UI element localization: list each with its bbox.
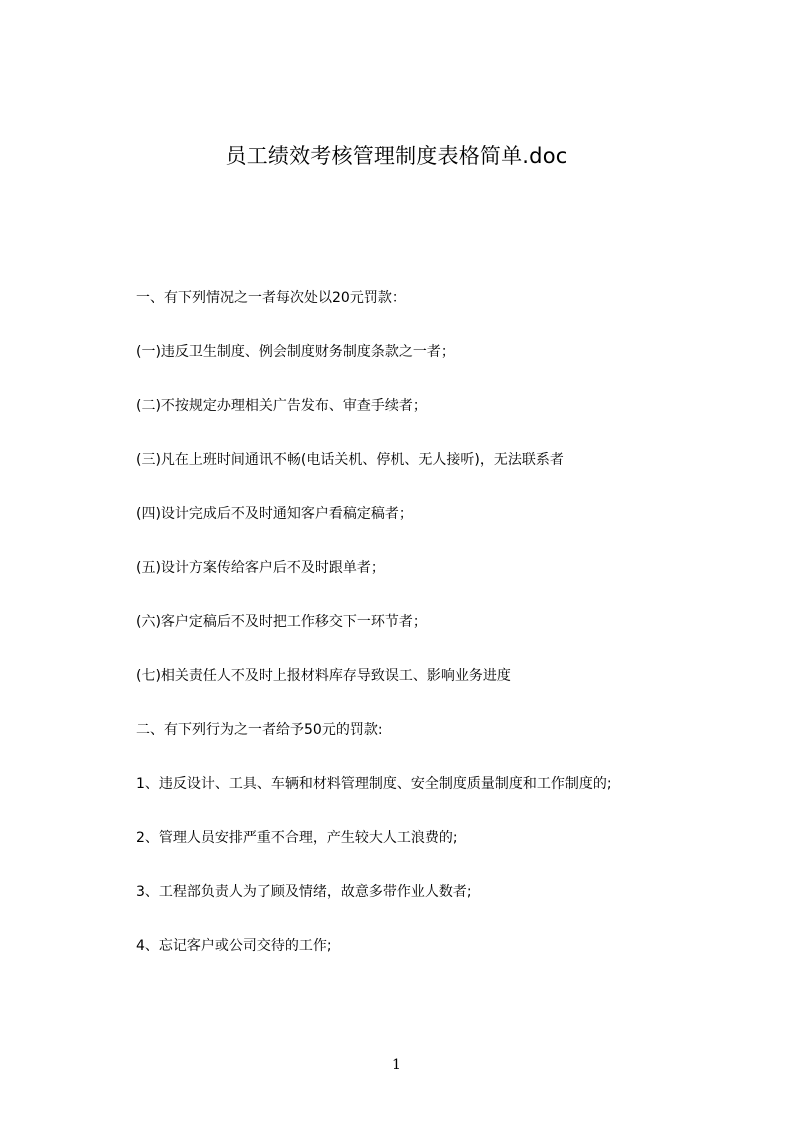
rule-item-1: (一)违反卫生制度、例会制度财务制度条款之一者；: [136, 344, 455, 360]
penalty-item-2: 2、管理人员安排严重不合理，产生较大人工浪费的;: [136, 830, 458, 846]
section-heading-20-yuan: 一、有下列情况之一者每次处以20元罚款：: [136, 290, 406, 306]
document-body: [136, 288, 736, 990]
section-heading-50-yuan: 二、有下列行为之一者给予50元的罚款:: [136, 722, 383, 738]
page-number: 1: [392, 1057, 401, 1073]
rule-item-2: (二)不按规定办理相关广告发布、审查手续者；: [136, 398, 427, 414]
rule-item-4: (四)设计完成后不及时通知客户看稿定稿者；: [136, 506, 413, 522]
rule-item-3: (三)凡在上班时间通讯不畅(电话关机、停机、无人接听)，无法联系者: [136, 452, 564, 468]
document-title: 员工绩效考核管理制度表格简单.doc: [225, 144, 568, 168]
rule-item-7: (七)相关责任人不及时上报材料库存导致误工、影响业务进度: [136, 668, 511, 684]
penalty-item-3: 3、工程部负责人为了顾及情绪，故意多带作业人数者;: [136, 884, 472, 900]
rule-item-6: (六)客户定稿后不及时把工作移交下一环节者；: [136, 614, 427, 630]
penalty-item-4: 4、忘记客户或公司交待的工作;: [136, 938, 332, 954]
penalty-item-1: 1、违反设计、工具、车辆和材料管理制度、安全制度质量制度和工作制度的;: [136, 776, 612, 792]
rule-item-5: (五)设计方案传给客户后不及时跟单者；: [136, 560, 385, 576]
